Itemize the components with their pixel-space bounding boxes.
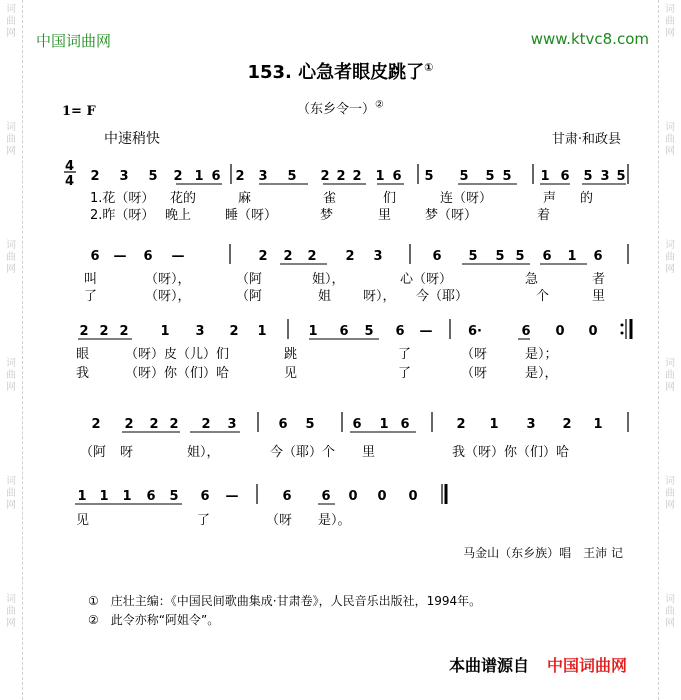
lyric-verse-2: 梦 xyxy=(320,208,334,223)
score-note: 5 xyxy=(515,249,525,264)
lyric-verse-1: 里 xyxy=(362,445,376,460)
watermark-text: 词 曲 网 xyxy=(665,122,675,157)
lyric-verse-2: （呀 xyxy=(461,366,488,381)
score-note: 2 xyxy=(169,417,179,432)
score-note: 5 xyxy=(287,169,297,184)
repeat-dot xyxy=(621,324,624,327)
score-note: 2 xyxy=(320,169,330,184)
score-note: 6 xyxy=(146,489,156,504)
lyric-verse-2: （阿 xyxy=(236,289,263,304)
score-note: 6· xyxy=(468,324,482,339)
lyric-verse-1: （呀）， xyxy=(145,272,191,287)
site-name[interactable]: 中国词曲网 xyxy=(36,32,112,50)
score-note: 0 xyxy=(408,489,418,504)
time-signature xyxy=(64,159,76,189)
lyric-verse-1: 见 xyxy=(76,513,90,528)
score-note: 2 xyxy=(345,249,355,264)
lyric-verse-1: 跳 xyxy=(284,347,298,362)
region-label: 甘肃·和政县 xyxy=(551,132,621,147)
lyric-verse-1: 我（呀）你（们）哈 xyxy=(452,445,570,460)
score-note: 5 xyxy=(495,249,505,264)
score-note: 1 xyxy=(160,324,170,339)
footnote-2-text: 此令亦称“阿姐令”。 xyxy=(110,613,220,627)
score-note: 2 xyxy=(201,417,211,432)
lyric-verse-1: 急 xyxy=(525,272,539,287)
score-note: 3 xyxy=(227,417,237,432)
score-note: 6 xyxy=(282,489,292,504)
score-note: 6 xyxy=(211,169,221,184)
lyric-verse-2: 见 xyxy=(284,366,298,381)
score-note: 5 xyxy=(502,169,512,184)
key-signature: 1= F xyxy=(62,104,96,119)
score-body xyxy=(75,164,631,528)
lyric-verse-2: 里 xyxy=(378,208,392,223)
score-note: 0 xyxy=(377,489,387,504)
score-note: 6 xyxy=(542,249,552,264)
score-note: 2 xyxy=(149,417,159,432)
score-note: 2 xyxy=(229,324,239,339)
score-note: 3 xyxy=(195,324,205,339)
lyric-verse-2: （呀）你（们）哈 xyxy=(125,366,230,381)
score-note: — xyxy=(419,324,433,339)
lyric-verse-2: 我 xyxy=(76,366,90,381)
lyric-verse-1: （呀 xyxy=(266,513,293,528)
lyric-verse-2: 是）， xyxy=(525,366,558,381)
score-note: 1 xyxy=(489,417,499,432)
source-name[interactable]: 中国词曲网 xyxy=(547,656,628,675)
score-note: 5 xyxy=(424,169,434,184)
score-note: 6 xyxy=(200,489,210,504)
lyric-verse-1: 麻 xyxy=(238,191,252,206)
score-note: 6 xyxy=(339,324,349,339)
tempo-marking: 中速稍快 xyxy=(104,131,160,147)
song-title-text: 153. 心急者眼皮跳了 xyxy=(247,62,425,83)
score-note: 2 xyxy=(119,324,129,339)
lyric-verse-1: 的 xyxy=(580,191,594,206)
watermark-text: 词 曲 网 xyxy=(6,122,16,157)
score-note: 1 xyxy=(99,489,109,504)
score-note: 3 xyxy=(373,249,383,264)
score-note: 2 xyxy=(124,417,134,432)
lyric-verse-1: 1.花（呀） xyxy=(90,191,155,206)
score-note: 5 xyxy=(169,489,179,504)
lyric-verse-2: 姐 xyxy=(318,289,332,304)
score-note: 0 xyxy=(555,324,565,339)
score-note: 6 xyxy=(352,417,362,432)
score-note: 5 xyxy=(305,417,315,432)
score-note: 6 xyxy=(560,169,570,184)
time-signature-bottom: 4 xyxy=(65,174,75,189)
lyric-verse-2: 了 xyxy=(398,366,412,381)
lyric-verse-1: 连（呀） xyxy=(440,191,493,206)
lyric-verse-1: 们 xyxy=(383,191,397,206)
score-note: 1 xyxy=(77,489,87,504)
score-note: 5 xyxy=(583,169,593,184)
score-note: 2 xyxy=(283,249,293,264)
footnote-1-text: 庄壮主编：《中国民间歌曲集成·甘肃卷》，人民音乐出版社，1994年。 xyxy=(110,594,482,608)
repeat-dot xyxy=(621,332,624,335)
score-note: 1 xyxy=(257,324,267,339)
score-note: 6 xyxy=(90,249,100,264)
title-footnote-mark: ① xyxy=(424,61,434,74)
score-note: 2 xyxy=(456,417,466,432)
watermark-text: 词 曲 网 xyxy=(665,358,675,393)
lyric-verse-1: 今（耶）个 xyxy=(270,445,336,460)
lyric-verse-2: 梦（呀） xyxy=(425,208,478,223)
lyric-verse-2: 着 xyxy=(537,208,551,223)
lyric-verse-1: 心（呀） xyxy=(400,272,453,287)
score-note: 6 xyxy=(321,489,331,504)
watermark-text: 词 曲 网 xyxy=(6,240,16,275)
score-note: 2 xyxy=(99,324,109,339)
lyric-verse-1: 是）。 xyxy=(318,513,351,528)
footnote-2-mark: ② xyxy=(88,613,99,627)
lyric-verse-1: 眼 xyxy=(76,347,90,362)
watermark-text: 词 曲 网 xyxy=(665,476,675,511)
lyric-verse-1: 了 xyxy=(398,347,412,362)
source-label: 本曲谱源自 xyxy=(449,656,530,675)
score-note: 6 xyxy=(143,249,153,264)
performer-credit: 马金山（东乡族）唱 王沛 记 xyxy=(463,546,623,560)
score-note: 6 xyxy=(395,324,405,339)
score-note: 2 xyxy=(352,169,362,184)
score-note: 1 xyxy=(593,417,603,432)
score-note: 2 xyxy=(307,249,317,264)
watermark-text: 词 曲 网 xyxy=(665,594,675,629)
subtitle-footnote-mark: ② xyxy=(375,99,384,111)
lyric-verse-2: （呀）， xyxy=(145,289,191,304)
source-line xyxy=(449,653,627,676)
lyric-verse-2: 睡（呀） xyxy=(225,208,278,223)
score-note: 3 xyxy=(119,169,129,184)
lyric-verse-2: 呀）， xyxy=(363,289,396,304)
lyric-verse-1: 叫 xyxy=(84,272,98,287)
score-note: 0 xyxy=(588,324,598,339)
lyric-verse-2: 2.昨（呀） xyxy=(90,208,155,223)
score-note: 2 xyxy=(235,169,245,184)
lyric-verse-1: 了 xyxy=(197,513,211,528)
score-note: 6 xyxy=(432,249,442,264)
score-note: 3 xyxy=(526,417,536,432)
score-note: 1 xyxy=(540,169,550,184)
lyric-verse-1: 呀 xyxy=(120,445,134,460)
score-note: 5 xyxy=(485,169,495,184)
score-note: 1 xyxy=(308,324,318,339)
score-note: 2 xyxy=(90,169,100,184)
watermark-text: 词 曲 网 xyxy=(665,4,675,39)
site-url[interactable]: www.ktvc8.com xyxy=(530,30,649,48)
score-note: 2 xyxy=(336,169,346,184)
watermark-text: 词 曲 网 xyxy=(6,476,16,511)
song-subtitle-text: （东乡令一） xyxy=(297,102,376,117)
lyric-verse-1: （呀 xyxy=(461,347,488,362)
lyric-verse-1: 声 xyxy=(543,191,557,206)
lyric-verse-1: 是）； xyxy=(525,347,558,362)
score-note: 1 xyxy=(194,169,204,184)
lyric-verse-2: 里 xyxy=(592,289,606,304)
score-note: 1 xyxy=(567,249,577,264)
score-note: 0 xyxy=(348,489,358,504)
score-note: 1 xyxy=(379,417,389,432)
score-note: 1 xyxy=(375,169,385,184)
score-note: 3 xyxy=(600,169,610,184)
lyric-verse-1: 雀 xyxy=(323,191,337,206)
lyric-verse-1: 花的 xyxy=(170,191,197,206)
watermark-text: 词 曲 网 xyxy=(6,4,16,39)
watermark-text: 词 曲 网 xyxy=(665,240,675,275)
time-signature-top: 4 xyxy=(65,159,75,174)
score-note: — xyxy=(171,249,185,264)
score-note: 3 xyxy=(258,169,268,184)
lyric-verse-2: 晚上 xyxy=(165,208,192,223)
lyric-verse-2: 今（耶） xyxy=(416,289,469,304)
score-note: 6 xyxy=(400,417,410,432)
score-note: 2 xyxy=(79,324,89,339)
lyric-verse-2: 了 xyxy=(84,289,98,304)
footnote-1 xyxy=(88,592,481,609)
lyric-verse-1: （阿 xyxy=(80,445,107,460)
lyric-verse-1: 姐）， xyxy=(187,445,220,460)
score-note: 5 xyxy=(459,169,469,184)
score-note: 5 xyxy=(468,249,478,264)
score-note: 1 xyxy=(122,489,132,504)
score-note: — xyxy=(225,489,239,504)
watermark-text: 词 曲 网 xyxy=(6,594,16,629)
score-note: 5 xyxy=(364,324,374,339)
score-note: 6 xyxy=(392,169,402,184)
score-note: 6 xyxy=(521,324,531,339)
footnote-1-mark: ① xyxy=(88,594,99,608)
lyric-verse-1: （呀）皮（儿）们 xyxy=(125,347,230,362)
score-note: — xyxy=(113,249,127,264)
score-note: 5 xyxy=(616,169,626,184)
score-note: 2 xyxy=(173,169,183,184)
lyric-verse-1: 者 xyxy=(592,272,606,287)
score-note: 2 xyxy=(258,249,268,264)
score-note: 6 xyxy=(593,249,603,264)
score-note: 2 xyxy=(562,417,572,432)
footnote-2 xyxy=(88,611,219,628)
score-note: 5 xyxy=(148,169,158,184)
watermark-text: 词 曲 网 xyxy=(6,358,16,393)
score-note: 6 xyxy=(278,417,288,432)
score-note: 2 xyxy=(91,417,101,432)
lyric-verse-1: （阿 xyxy=(236,272,263,287)
lyric-verse-1: 姐）， xyxy=(312,272,345,287)
lyric-verse-2: 个 xyxy=(536,289,550,304)
